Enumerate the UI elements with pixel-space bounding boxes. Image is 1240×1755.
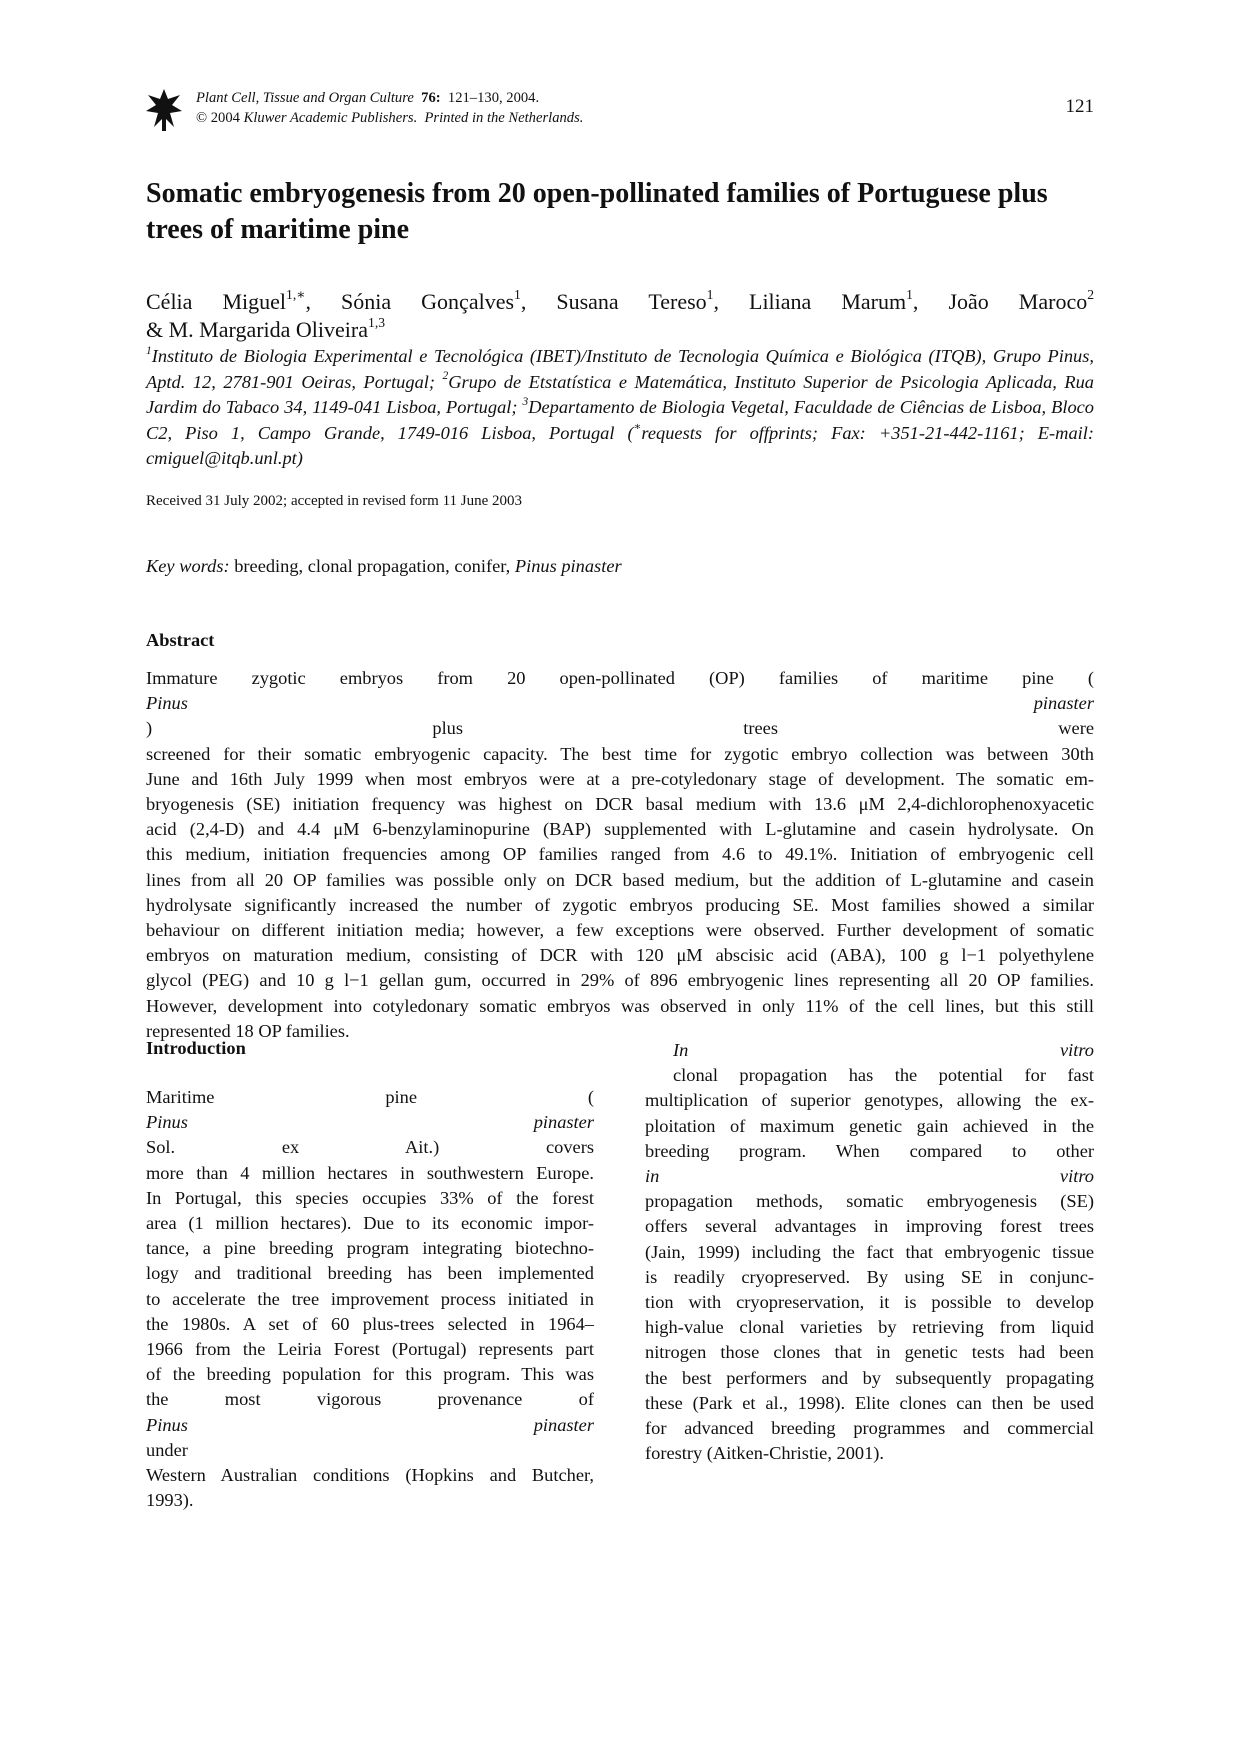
author-sup: 1,3 (368, 315, 386, 331)
text-line: bryogenesis (SE) initiation frequency was highest on DCR basal medium with 13.6 μM 2,4-dichlorophenoxyacetic (146, 794, 1094, 815)
author-sup: 1,∗ (286, 287, 306, 303)
text-line: high-value clonal varieties by retrieving from liquid (645, 1317, 1094, 1338)
text-line: June and 16th July 1999 when most embryos were at a pre-cotyledonary stage of development. The somatic em- (146, 768, 1094, 789)
author-sup: 1 (514, 287, 521, 303)
text-line (146, 1085, 594, 1161)
text-line (146, 666, 1094, 742)
text-line: these (Park et al., 1998). Elite clones can then be used (645, 1392, 1094, 1413)
paper-title: Somatic embryogenesis from 20 open-pollinated families of Portuguese plus trees of maritime pine (146, 178, 1048, 245)
text-line: screened for their somatic embryogenic capacity. The best time for zygotic embryo collection was between 30th (146, 743, 1094, 764)
text-line: embryos on maturation medium, consisting of DCR with 120 μM abscisic acid (ABA), 100 g l−1 polyethylene (146, 945, 1094, 966)
text-line (146, 1387, 594, 1463)
copyright-year: 2004 (210, 110, 240, 126)
contact-info: requests for offprints; Fax: +351-21-442-1161; E-mail: cmiguel@itqb.unl.pt) (146, 422, 1094, 468)
author: M. Margarida Oliveira (168, 317, 368, 342)
affiliation-1: Instituto de Biologia Experimental e Tecnológica (IBET)/Instituto de Tecnologia Química e Biológica (ITQB), Grupo Pinus, Aptd. 12, 2781-901 Oeiras, Portugal; (146, 346, 1094, 392)
text-line: forestry (Aitken-Christie, 2001). (645, 1443, 885, 1464)
text-segment: Immature zygotic embryos from 20 open-pollinated (OP) families of maritime pine ( (146, 668, 1094, 688)
text-segment: ) plus trees were (146, 718, 1094, 739)
italic-term: Pinus pinaster (146, 693, 1094, 714)
publisher: Kluwer Academic Publishers. (243, 110, 418, 126)
text-line: for advanced breeding programmes and commercial (645, 1418, 1094, 1439)
text-line: of the breeding population for this program. This was (146, 1364, 594, 1385)
printed-note: Printed in the Netherlands. (424, 110, 584, 126)
text-line: In Portugal, this species occupies 33% of the forest (146, 1187, 594, 1208)
ampersand: & (146, 317, 164, 342)
author: João Maroco (948, 289, 1088, 314)
text-line: hydrolysate significantly increased the number of zygotic embryos producing SE. Most families showed a similar (146, 894, 1094, 915)
text-segment: clonal propagation has the potential for fast (673, 1065, 1094, 1086)
text-line: area (1 million hectares). Due to its economic impor- (146, 1213, 594, 1234)
text-line: offers several advantages in improving forest trees (645, 1216, 1094, 1237)
journal-volume: 76: (421, 90, 441, 106)
keywords (146, 556, 622, 577)
italic-term: Pinus pinaster (146, 1414, 594, 1435)
abstract-heading: Abstract (146, 630, 215, 650)
copyright-symbol: © (196, 110, 208, 126)
affil-star: ∗ (633, 421, 642, 434)
affiliations (146, 344, 1094, 472)
text-line: tion with cryopreservation, it is possible to develop (645, 1292, 1094, 1313)
text-segment: the most vigorous provenance of (146, 1389, 594, 1410)
page-number: 121 (1065, 96, 1094, 117)
text-line: the best performers and by subsequently propagating (645, 1367, 1094, 1388)
journal-pages: 121–130, 2004. (447, 90, 540, 106)
text-line: nitrogen those clones that in genetic tests had been (645, 1342, 1094, 1363)
keywords-text: breeding, clonal propagation, conifer, (234, 556, 511, 576)
text-line: tance, a pine breeding program integrating biotechno- (146, 1238, 594, 1259)
author: Liliana Marum (749, 289, 907, 314)
introduction-column-1 (146, 1085, 594, 1513)
text-line: Western Australian conditions (Hopkins and Butcher, (146, 1465, 594, 1486)
text-line: propagation methods, somatic embryogenesis (SE) (645, 1191, 1094, 1212)
text-line: logy and traditional breeding has been implemented (146, 1263, 594, 1284)
author-sup: 2 (1087, 287, 1095, 303)
author-sup: 1 (706, 287, 714, 303)
text-line: ploitation of maximum genetic gain achieved in the (645, 1115, 1094, 1136)
abstract-body (146, 666, 1094, 1044)
text-line: is readily cryopreserved. By using SE in conjunc- (645, 1266, 1094, 1287)
text-segment: Maritime pine ( (146, 1087, 594, 1107)
affiliation-3: Departamento de Biologia Vegetal, Faculdade de Ciências de Lisboa, Bloco C2, Piso 1, Campo Grande, 1749-016 Lisboa, Portugal ( (146, 397, 1094, 443)
keywords-species: Pinus pinaster (514, 556, 622, 576)
text-line: multiplication of superior genotypes, allowing the ex- (645, 1090, 1094, 1111)
affiliation-2: Grupo de Etstatística e Matemática, Instituto Superior de Psicologia Aplicada, Rua Jardim do Tabaco 34, 1149-041 Lisboa, Portugal; (146, 371, 1094, 417)
author-sup: 1 (906, 287, 913, 303)
text-line: However, development into cotyledonary somatic embryos was observed in only 11% of the cell lines, but this still (146, 995, 1094, 1016)
text-line: (Jain, 1999) including the fact that embryogenic tissue (645, 1241, 1094, 1262)
italic-term: In vitro (673, 1040, 1094, 1060)
introduction-heading: Introduction (146, 1038, 246, 1058)
keywords-label: Key words: (146, 556, 230, 576)
italic-term: in vitro (645, 1166, 1094, 1187)
text-line: 1993). (146, 1490, 194, 1511)
text-line: lines from all 20 OP families was possible only on DCR based medium, but the addition of L-glutamine and casein (146, 869, 1094, 890)
text-line: more than 4 million hectares in southwestern Europe. (146, 1162, 594, 1183)
text-line: acid (2,4-D) and 4.4 μM 6-benzylaminopurine (BAP) supplemented with L-glutamine and casein hydrolysate. On (146, 819, 1094, 840)
received-dates: Received 31 July 2002; accepted in revised form 11 June 2003 (146, 493, 523, 509)
author: Susana Tereso (556, 289, 707, 314)
text-segment: under (146, 1439, 188, 1460)
text-line: to accelerate the tree improvement process initiated in (146, 1288, 594, 1309)
text-line (645, 1139, 1094, 1189)
italic-term: Pinus pinaster (146, 1112, 594, 1133)
journal-citation (196, 88, 583, 128)
introduction-column-2 (645, 1038, 1094, 1466)
author: Sónia Gonçalves (341, 289, 515, 314)
text-segment: breeding program. When compared to other (645, 1140, 1094, 1161)
text-line (645, 1038, 1094, 1088)
author-list: Célia Miguel$^{1,∗}$, Sónia Gonçalves$^1$, Susana Tereso$^1$, Liliana Marum$^1$, João Maroco$^2$ (146, 287, 1095, 314)
text-line: this medium, initiation frequencies among OP families ranged from 4.6 to 49.1%. Initiation of embryogenic cell (146, 844, 1094, 865)
text-segment: Sol. ex Ait.) covers (146, 1137, 594, 1158)
author-list-line2 (146, 316, 385, 344)
text-line: represented 18 OP families. (146, 1020, 350, 1041)
affil-sup: 2 (442, 370, 449, 383)
affil-sup: 3 (522, 395, 529, 408)
journal-name: Plant Cell, Tissue and Organ Culture (196, 90, 414, 106)
author: Célia Miguel (146, 289, 287, 314)
text-line: the 1980s. A set of 60 plus-trees selected in 1964– (146, 1313, 594, 1334)
affil-sup: 1 (146, 344, 152, 357)
text-line: glycol (PEG) and 10 g l−1 gellan gum, occurred in 29% of 896 embryogenic lines representing all 20 OP families. (146, 970, 1094, 991)
text-line: 1966 from the Leiria Forest (Portugal) represents part (146, 1339, 594, 1360)
kluwer-logo-icon (146, 87, 182, 131)
text-line: behaviour on different initiation media; however, a few exceptions were observed. Further development of somatic (146, 920, 1094, 941)
